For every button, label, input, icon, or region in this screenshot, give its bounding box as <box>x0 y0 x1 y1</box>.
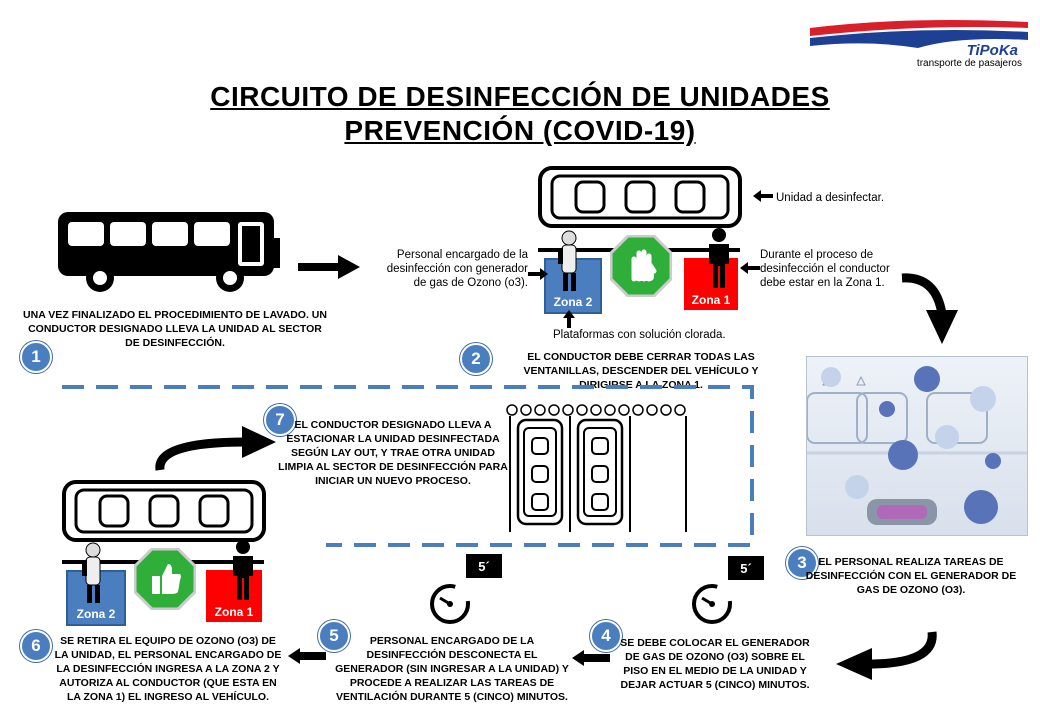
zone-1-label: Zona 1 <box>691 293 731 307</box>
hazmat-worker-icon <box>556 230 582 294</box>
step-6-text: SE RETIRA EL EQUIPO DE OZONO (O3) DE LA UNIDAD, EL PERSONAL ENCARGADO DE LA DESINFECCIÓN INGRESA A LA ZONA 2 Y AUTORIZA AL CONDUCTOR (QUE ESTA EN LA ZONA 1) EL INGRESO AL VEHÍCULO. <box>54 635 282 703</box>
logo <box>808 14 1030 74</box>
unit-label: Unidad a desinfectar. <box>776 192 885 204</box>
zone-2-label: Zona 2 <box>76 607 116 621</box>
step-4-text: SE DEBE COLOCAR EL GENERADOR DE GAS DE OZONO (O3) SOBRE EL PISO EN EL MEDIO DE LA UNIDAD Y DEJAR ACTUAR 5 (CINCO) MINUTOS. <box>620 637 810 691</box>
zone-1-label: Zona 1 <box>214 605 254 619</box>
page-title: CIRCUITO DE DESINFECCIÓN DE UNIDADES <box>210 81 830 112</box>
logo-subtitle: transporte de pasajeros <box>916 58 1022 69</box>
stopwatch-icon <box>428 580 472 626</box>
arrow-left-icon <box>288 648 326 664</box>
arrow-right-small-icon <box>528 268 548 280</box>
curved-arrow-left-icon <box>828 628 938 680</box>
step-7-text: EL CONDUCTOR DESIGNADO LLEVA A ESTACIONAR LA UNIDAD DESINFECTADA SEGÚN LAY OUT, Y TRAE OTRA UNIDAD LIMPIA AL SECTOR DE DESINFECCIÓN PARA INICIAR UN NUEVO PROCESO. <box>278 419 508 487</box>
arrow-left-icon <box>753 190 773 202</box>
step-3-badge: 3 <box>786 547 818 579</box>
step-3-text: EL PERSONAL REALIZA TAREAS DE DESINFECCIÓN CON EL GENERADOR DE GAS DE OZONO (O3). <box>805 556 1017 596</box>
arrow-up-icon <box>563 310 575 328</box>
step-1-badge: 1 <box>20 341 52 373</box>
timer-5-badge: 5´ <box>466 554 502 578</box>
step-1-text: UNA VEZ FINALIZADO EL PROCEDIMIENTO DE LAVADO. UN CONDUCTOR DESIGNADO LLEVA LA UNIDAD AL SECTOR DE DESINFECCIÓN. <box>23 309 327 349</box>
arrow-left-icon <box>572 650 610 666</box>
ozone-interior-image <box>806 356 1028 536</box>
parking-lot-icon <box>504 402 694 534</box>
step-2-text: EL CONDUCTOR DEBE CERRAR TODAS LAS VENTANILLAS, DESCENDER DEL VEHÍCULO Y DIRIGIRSE A LA ZONA 1. <box>523 351 759 391</box>
curved-arrow-down-icon <box>900 268 960 348</box>
bus-top-icon <box>538 166 742 230</box>
step-7-badge: 7 <box>264 404 296 436</box>
stopwatch-icon <box>690 580 734 626</box>
hazmat-worker-icon <box>80 542 106 606</box>
driver-person-icon <box>706 228 732 288</box>
platforms-label: Plataformas con solución clorada. <box>553 329 726 341</box>
page-subtitle: PREVENCIÓN (COVID-19) <box>344 115 696 146</box>
step-5-badge: 5 <box>318 620 350 652</box>
timer-4-badge: 5´ <box>728 556 764 580</box>
step-6-badge: 6 <box>20 630 52 662</box>
logo-name: TiPoKa <box>966 42 1018 59</box>
stop-hand-sign-icon <box>610 235 672 297</box>
arrow-right-icon <box>298 255 360 279</box>
curved-arrow-up-right-icon <box>150 420 280 476</box>
thumbs-up-sign-icon <box>134 548 196 610</box>
step-5-text: PERSONAL ENCARGADO DE LA DESINFECCIÓN DESCONECTA EL GENERADOR (SIN INGRESAR A LA UNIDAD) Y PROCEDE A REALIZAR LAS TAREAS DE VENTILACIÓN DURANTE 5 (CINCO) MINUTOS. <box>335 635 569 703</box>
staff-label: Personal encargado de la desinfección con generador de gas de Ozono (o3). <box>386 249 528 289</box>
zone-2-label: Zona 2 <box>553 295 593 309</box>
bus-side-icon <box>58 212 282 294</box>
step-4-badge: 4 <box>590 620 622 652</box>
driver-label: Durante el proceso de desinfección el conductor debe estar en la Zona 1. <box>760 249 890 289</box>
arrow-left-small-icon <box>740 262 760 274</box>
virus-particles-icon <box>807 357 1027 535</box>
step-2-badge: 2 <box>460 343 492 375</box>
